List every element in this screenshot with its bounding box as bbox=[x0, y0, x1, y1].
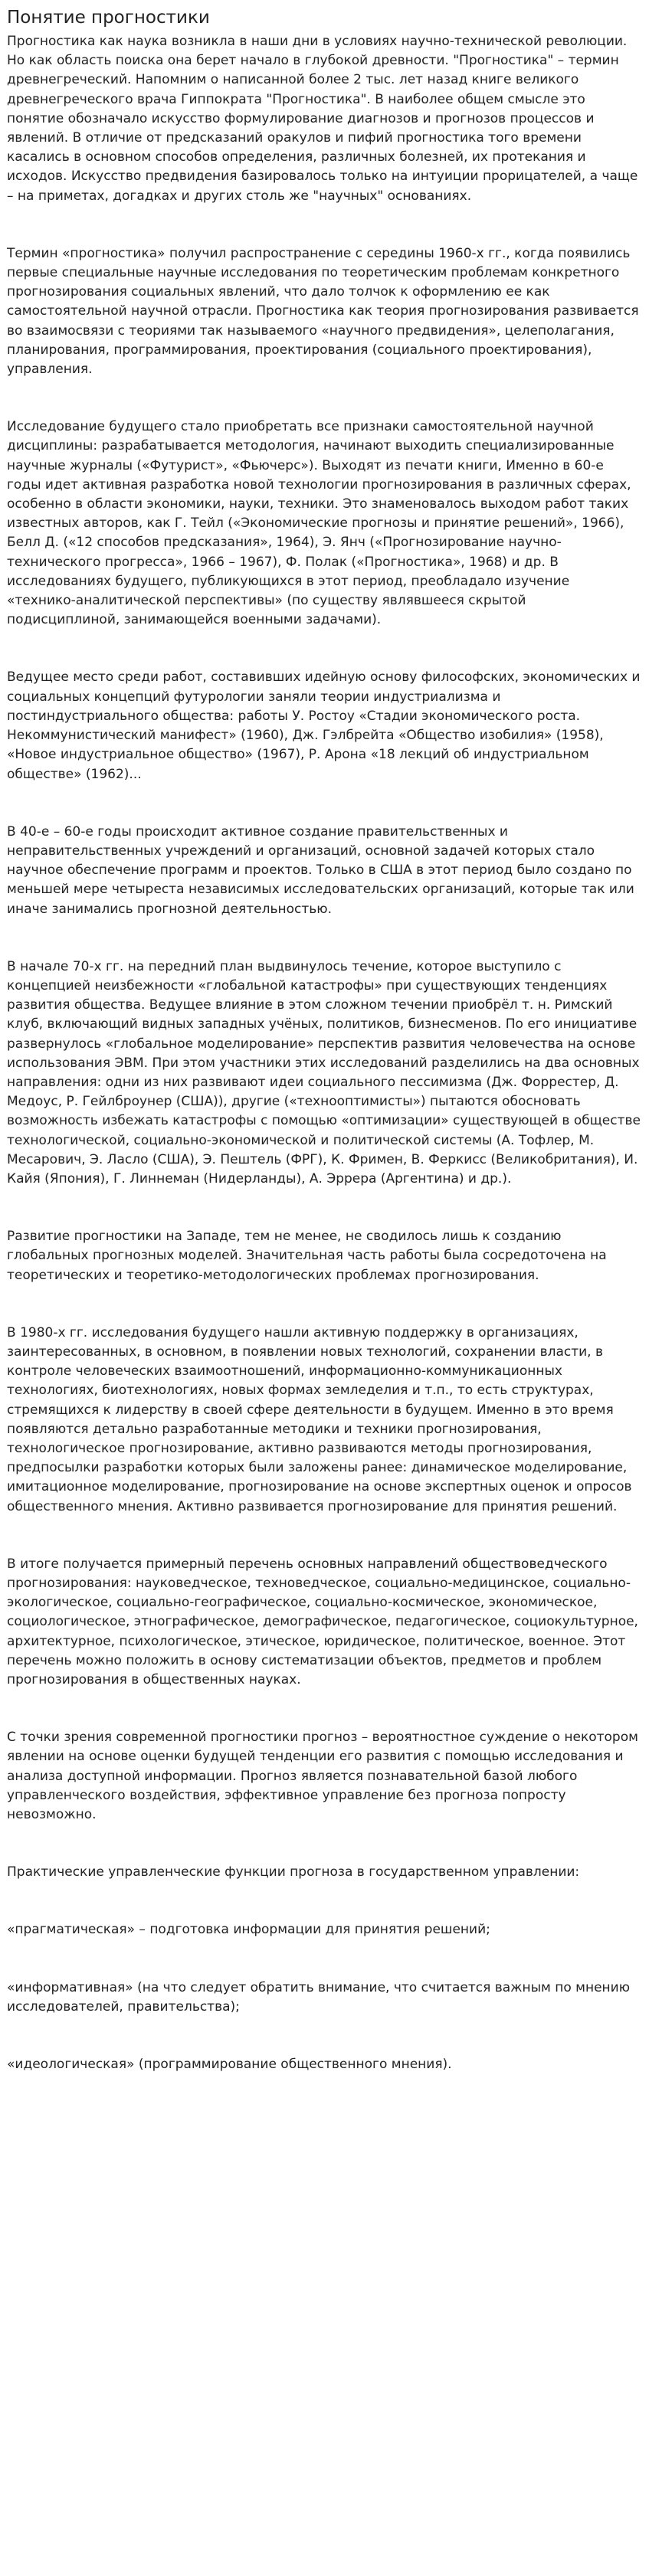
paragraph-directions-list: В итоге получается примерный перечень основных направлений обществоведческого прогнозирования: науковедческое, техноведческое, социально-медицинское, социально-экологическое, социально-географическое, социально-космическое, экономическое, социологическое, этнографическое, демографическое, педагогическое, социокультурное, архитектурное, психологическое, этическое, юридическое, политическое, военное. Этот перечень можно положить в основу систематизации объектов, предметов и проблем прогнозирования в общественных науках. bbox=[7, 1556, 638, 1688]
paragraph-function-ideological: «идеологическая» (программирование общественного мнения). bbox=[7, 2057, 452, 2073]
page-title: Понятие прогностики bbox=[7, 8, 210, 28]
paragraph-gap bbox=[7, 1517, 641, 1555]
paragraph-gap bbox=[7, 919, 641, 957]
paragraph-gap bbox=[7, 1940, 641, 1979]
paragraph-gap bbox=[7, 206, 641, 244]
paragraph-1980s: В 1980-х гг. исследования будущего нашли активную поддержку в организациях, заинтересованных, в основном, в появлении новых технологий, сохранении власти, в контроле человеческих взаимоотношений, информационно-коммуникационных технологиях, биотехнологиях, новых формах земледелия и т.п., то есть структурах, стремящихся к лидерству в своей сфере деятельности в будущем. Именно в это время появляются детально разработанные методики и техники прогнозирования, технологическое прогнозирование, активно развиваются методы прогнозирования, предпосылки разработки которых были заложены ранее: динамическое моделирование, имитационное моделирование, прогнозирование на основе экспертных оценок и опросов общественного мнения. Активно развивается прогнозирование для принятия решений. bbox=[7, 1324, 632, 1514]
paragraph-function-informative: «информативная» (на что следует обратить внимание, что считается важным по мнению исследователей, правительства); bbox=[7, 1979, 631, 2015]
paragraph-functions-intro: Практические управленческие функции прогноза в государственном управлении: bbox=[7, 1864, 580, 1880]
paragraph-function-pragmatic: «прагматическая» – подготовка информации для принятия решений; bbox=[7, 1922, 490, 1938]
paragraph-discipline: Исследование будущего стало приобретать все признаки самостоятельной научной дисциплины: разрабатывается методология, начинают выходить специализированные научные журналы («Футурист», «Фьючерс»). Выходят из печати книги, Именно в 60-е годы идет активная разработка новой технологии прогнозирования в различных сферах, особенно в области экономики, науки, техники. Это знаменовалось выходом работ таких известных авторов, как Г. Тейл («Экономические прогнозы и принятие решений», 1966), Белл Д. («12 способов предсказания», 1964), Э. Янч («Прогнозирование научно-технического прогресса», 1966 – 1967), Ф. Полак («Прогностика», 1968) и др. В исследованиях будущего, публикующихся в этот период, преобладало изучение «технико-аналитической перспективы» (по существу являвшееся скрытой подисциплиной, занимающейся военными задачами). bbox=[7, 419, 631, 628]
paragraph-gap bbox=[7, 1825, 641, 1863]
paragraph-gap bbox=[7, 1690, 641, 1728]
paragraph-institutions: В 40-е – 60-е годы происходит активное создание правительственных и неправительственных учреждений и организаций, основной задачей которых стало научное обеспечение программ и проектов. Только в США в этот период было создано по меньшей мере четыреста независимых исследовательских организаций, которые так или иначе занимались прогнозной деятельностью. bbox=[7, 823, 634, 917]
paragraph-term: Термин «прогностика» получил распространение с середины 1960-х гг., когда появились первые специальные научные исследования по теоретическим проблемам конкретного прогнозирования социальных явлений, что дало толчок к оформлению ее как самостоятельной научной отрасли. Прогностика как теория прогнозирования развивается во взаимосвязи с теориями так называемого «научного предвидения», целеполагания, планирования, программирования, проектирования (социального проектирования), управления. bbox=[7, 245, 639, 378]
paragraph-global-catastrophe: В начале 70-х гг. на передний план выдвинулось течение, которое выступило с концепцией неизбежности «глобальной катастрофы» при существующих тенденциях развития общества. Ведущее влияние в этом сложном течении приобрёл т. н. Римский клуб, включающий видных западных учёных, политиков, бизнесменов. По его инициативе развернулось «глобальное моделирование» перспектив развития человечества на основе использования ЭВМ. При этом участники этих исследований разделились на два основных направления: одни из них развивают идеи социального пессимизма (Дж. Форрестер, Д. Медоус, Р. Гейлброунер (США)), другие («технооптимисты») пытаются обосновать возможность избежать катастрофы с помощью «оптимизации» существующей в обществе технологической, социально-экономической и политической системы (А. Тофлер, М. Месарович, Э. Ласло (США), Э. Пештель (ФРГ), К. Фримен, В. Феркисс (Великобритания), И. Кайя (Япония), Г. Линнеман (Нидерланды), А. Эррера (Аргентина) и др.). bbox=[7, 958, 641, 1187]
paragraph-gap bbox=[7, 630, 641, 668]
paragraph-gap bbox=[7, 1285, 641, 1324]
paragraph-gap bbox=[7, 784, 641, 823]
paragraph-forecast-definition: С точки зрения современной прогностики прогноз – вероятностное суждение о некотором явлении на основе оценки будущей тенденции его развития с помощью исследования и анализа доступной информации. Прогноз является познавательной базой любого управленческого воздействия, эффективное управление без прогноза попросту невозможно. bbox=[7, 1730, 638, 1823]
paragraph-industrialism: Ведущее место среди работ, составивших идейную основу философских, экономических и социальных концепций футурологии заняли теории индустриализма и постиндустриального общества: работы У. Ростоу «Стадии экономического роста. Некоммунистический манифест» (1960), Дж. Гэлбрейта «Общество изобилия» (1958), «Новое индустриальное общество» (1967), Р. Арона «18 лекций об индустриальном обществе» (1962)... bbox=[7, 669, 641, 782]
paragraph-gap bbox=[7, 379, 641, 417]
paragraph-gap bbox=[7, 1882, 641, 1920]
paragraph-gap bbox=[7, 1189, 641, 1227]
paragraph-gap bbox=[7, 2017, 641, 2055]
paragraph-origin: Прогностика как наука возникла в наши дни в условиях научно-технической революции. Но как область поиска она берет начало в глубокой древности. "Прогностика" – термин древнегреческий. Напомним о написанной более 2 тыс. лет назад книге великого древнегреческого врача Гиппократа "Прогностика". В наиболее общем смысле это понятие обозначало искусство формулирование диагнозов и прогнозов процессов и явлений. В отличие от предсказаний оракулов и пифий прогностика того времени касались в основном способов определения, различных болезней, их протекания и исходов. Искусство предвидения базировалось только на интуиции прорицателей, а чаще – на приметах, догадках и других столь же "научных" основаниях. bbox=[7, 34, 638, 204]
paragraph-western-development: Развитие прогностики на Западе, тем не менее, не сводилось лишь к созданию глобальных прогнозных моделей. Значительная часть работы была сосредоточена на теоретических и теоретико-методологических проблемах прогнозирования. bbox=[7, 1229, 607, 1283]
